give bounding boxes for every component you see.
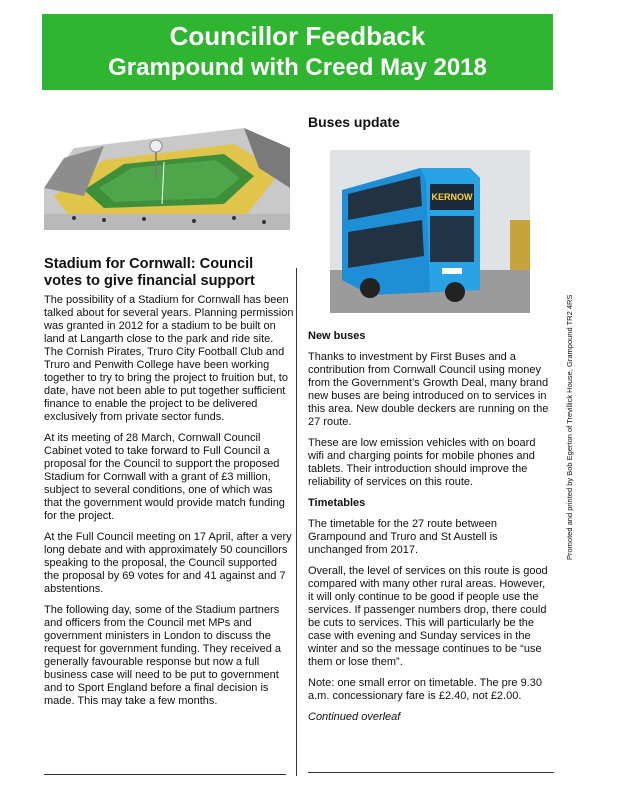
buses-update-title: Buses update	[308, 114, 400, 130]
continued-overleaf: Continued overleaf	[308, 711, 401, 723]
stadium-image	[44, 118, 290, 230]
imprint-text: Promoted and printed by Bob Egerton of Trevillick House, Grampound TR2 4RS	[565, 294, 574, 560]
column-divider	[296, 268, 297, 776]
stadium-article-title: Stadium for Cornwall: Council votes to give financial support	[44, 256, 255, 289]
banner-subtitle: Grampound with Creed May 2018	[108, 54, 487, 81]
stadium-paragraph-1: The possibility of a Stadium for Cornwall has been talked about for several years. Planning permission was granted in 2012 for a stadium to be built on land at Langarth close to the park and ride site. The Cornish Pirates, Truro City Football Club and Truro and Penwith College have been working together to try to bring the project to fruition but, to date, have not been able to put together sufficient finance to enable the project to be delivered exclusively from private sector funds.	[44, 294, 294, 423]
buses-article	[308, 330, 552, 724]
buses-paragraph-5: Note: one small error on timetable. The pre 9.30 a.m. concessionary fare is £2.40, not £2.00.	[308, 677, 542, 702]
left-bottom-rule	[44, 774, 286, 775]
right-bottom-rule	[308, 772, 554, 773]
banner-title: Councillor Feedback	[169, 21, 426, 51]
buses-paragraph-3: The timetable for the 27 route between Grampound and Truro and St Austell is unchanged from 2017.	[308, 518, 498, 556]
stadium-article	[44, 256, 294, 716]
stadium-paragraph-2: At its meeting of 28 March, Cornwall Council Cabinet voted to take forward to Full Council a proposal for the Council to support the proposed Stadium for Cornwall with a grant of £3 million, subject to several conditions, one of which was that the government would provide match funding for the project.	[44, 432, 285, 522]
bus-image	[330, 150, 530, 313]
stadium-paragraph-3: At the Full Council meeting on 17 April, after a very long debate and with approximately 50 councillors speaking to the proposal, the Council supported the proposal by 69 votes for and 41 against and 7 abstentions.	[44, 531, 292, 595]
stadium-paragraph-4: The following day, some of the Stadium partners and officers from the Council met MPs and government ministers in London to discuss the request for government funding. They received a generally favourable response but now a full business case will need to be put to government and to Sport England before a final decision is made. This may take a few months.	[44, 604, 282, 707]
buses-paragraph-1: Thanks to investment by First Buses and a contribution from Cornwall Council using money from the Government’s Growth Deal, many brand new buses are being introduced on to services in this area. New double deckers are running on the 27 route.	[308, 351, 549, 428]
timetables-heading: Timetables	[308, 497, 366, 509]
header-banner	[42, 14, 553, 90]
bus-destination-sign: KERNOW	[431, 192, 473, 202]
buses-paragraph-4: Overall, the level of services on this route is good compared with many other rural areas. However, it will only continue to be good if people use the services. If passenger numbers drop, there could be cuts to services. This will particularly be the case with evening and Sunday services in the winter and so the message continues to be “use them or lose them”.	[308, 565, 548, 668]
buses-paragraph-2: These are low emission vehicles with on board wifi and charging points for mobile phones and tablets. Their introduction should improve the reliability of services on this route.	[308, 437, 536, 488]
new-buses-heading: New buses	[308, 330, 366, 342]
